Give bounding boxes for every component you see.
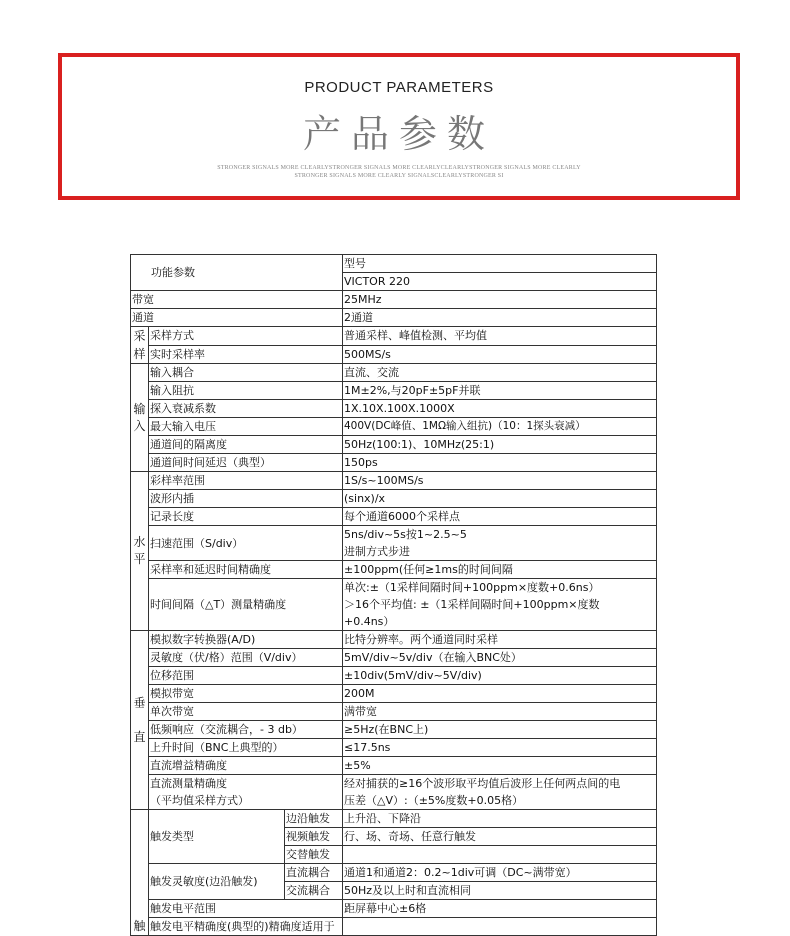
param-value-line: 单次:±（1采样间隔时间+100ppm×度数+0.6ns） (344, 581, 600, 594)
trigger-type-name: 视频触发 (285, 828, 343, 846)
table-row (131, 327, 657, 346)
param-value: (sinx)/x (343, 490, 657, 508)
table-row (131, 400, 657, 418)
param-value (343, 918, 657, 936)
param-value-line: ＞16个平均值: ±（1采样间隔时间+100ppm×度数 (344, 598, 600, 611)
table-row (131, 579, 657, 631)
table-row (131, 757, 657, 775)
table-row (131, 649, 657, 667)
param-label-line: 直流测量精确度 (150, 777, 227, 790)
coupling-name: 直流耦合 (285, 864, 343, 882)
param-value: 普通采样、峰值检测、平均值 (343, 327, 657, 346)
param-label: 最大输入电压 (149, 418, 343, 436)
param-label-line: （平均值采样方式） (150, 794, 249, 807)
param-label: 扫速范围（S/div） (149, 526, 343, 561)
param-value: ±5% (343, 757, 657, 775)
table-row (131, 472, 657, 490)
sampling-group-label: 采 样 (131, 327, 149, 364)
trigger-sensitivity-label: 触发灵敏度(边沿触发) (149, 864, 285, 900)
param-label: 直流增益精确度 (149, 757, 343, 775)
param-value-line: 压差（△V）:（±5%度数+0.05格） (344, 794, 524, 807)
param-value: 150ps (343, 454, 657, 472)
param-value: 直流、交流 (343, 364, 657, 382)
param-value: 上升沿、下降沿 (343, 810, 657, 828)
table-row (131, 382, 657, 400)
param-label: 输入阻抗 (149, 382, 343, 400)
table-row (131, 309, 657, 327)
coupling-name: 交流耦合 (285, 882, 343, 900)
param-value: 1X.10X.100X.1000X (343, 400, 657, 418)
table-row (131, 864, 657, 882)
param-label: 记录长度 (149, 508, 343, 526)
param-label: 探入衰减系数 (149, 400, 343, 418)
param-value-line: 进制方式步进 (344, 545, 410, 558)
model-value: VICTOR 220 (343, 273, 657, 291)
param-value (343, 526, 657, 561)
table-row (131, 255, 657, 273)
param-value: ≥5Hz(在BNC上) (343, 721, 657, 739)
trigger-type-name: 边沿触发 (285, 810, 343, 828)
param-label: 触发电平精确度(典型的)精确度适用于 (149, 918, 343, 936)
table-row (131, 739, 657, 757)
table-row (131, 775, 657, 810)
table-row (131, 561, 657, 579)
param-value: 400V(DC峰值、1MΩ输入组抗)（10：1探头衰减） (343, 418, 657, 436)
table-row (131, 508, 657, 526)
param-label: 灵敏度（伏/格）范围（V/div） (149, 649, 343, 667)
param-value: ±100ppm(任何≥1ms的时间间隔 (343, 561, 657, 579)
table-row (131, 685, 657, 703)
param-value-line: 经对捕获的≥16个波形取平均值后波形上任何两点间的电 (344, 777, 621, 790)
table-row (131, 900, 657, 918)
model-label: 型号 (343, 255, 657, 273)
vertical-group-label: 垂 直 (131, 631, 149, 810)
bandwidth-value: 25MHz (343, 291, 657, 309)
table-row (131, 526, 657, 561)
param-value: 距屏幕中心±6格 (343, 900, 657, 918)
table-row (131, 490, 657, 508)
param-label: 时间间隔（△T）测量精确度 (149, 579, 343, 631)
param-value: ≤17.5ns (343, 739, 657, 757)
banner-title-cn: 产品参数 (302, 112, 495, 156)
param-value: 50Hz及以上时和直流相同 (343, 882, 657, 900)
param-value (343, 579, 657, 631)
bandwidth-label: 带宽 (131, 291, 343, 309)
param-value: 200M (343, 685, 657, 703)
param-value (343, 846, 657, 864)
param-label: 通道间的隔离度 (149, 436, 343, 454)
param-value (343, 775, 657, 810)
table-row (131, 454, 657, 472)
param-value: 通道1和通道2：0.2~1div可调（DC~满带宽） (343, 864, 657, 882)
param-value-line: +0.4ns） (344, 615, 395, 628)
param-label: 彩样率范围 (149, 472, 343, 490)
table-row (131, 703, 657, 721)
table-row (131, 436, 657, 454)
table-row (131, 631, 657, 649)
param-label: 输入耦合 (149, 364, 343, 382)
param-label: 位移范围 (149, 667, 343, 685)
param-value: ±10div(5mV/div~5V/div) (343, 667, 657, 685)
param-label: 采样率和延迟时间精确度 (149, 561, 343, 579)
trigger-type-label: 触发类型 (149, 810, 285, 864)
table-row (131, 810, 657, 828)
param-value: 满带宽 (343, 703, 657, 721)
table-row (131, 364, 657, 382)
param-value: 比特分辨率。两个通道同时采样 (343, 631, 657, 649)
slogan-line-2: STRONGER SIGNALS MORE CLEARLY SIGNALSCLEARLYSTRONGER SI (294, 173, 504, 179)
banner-slogan (192, 164, 606, 180)
table-row (131, 345, 657, 364)
param-value: 50Hz(100:1)、10MHz(25:1) (343, 436, 657, 454)
param-value: 1M±2%,与20pF±5pF并联 (343, 382, 657, 400)
param-label: 通道间时间延迟（典型） (149, 454, 343, 472)
header-label: 功能参数 (131, 255, 343, 291)
banner-title-en: PRODUCT PARAMETERS (304, 79, 494, 96)
param-label: 单次带宽 (149, 703, 343, 721)
table-row (131, 291, 657, 309)
param-label: 低频响应（交流耦合，- 3 db） (149, 721, 343, 739)
param-label: 上升时间（BNC上典型的） (149, 739, 343, 757)
param-label: 模拟带宽 (149, 685, 343, 703)
table-row (131, 667, 657, 685)
channels-value: 2通道 (343, 309, 657, 327)
param-value: 行、场、奇场、任意行触发 (343, 828, 657, 846)
param-value-line: 5ns/div~5s按1~2.5~5 (344, 528, 467, 541)
table-row (131, 418, 657, 436)
slogan-line-1: STRONGER SIGNALS MORE CLEARLYSTRONGER SIGNALS MORE CLEARLYCLEARLYSTRONGER SIGNALS MORE CLEARLY (217, 165, 581, 171)
channels-label: 通道 (131, 309, 343, 327)
input-group-label: 输 入 (131, 364, 149, 472)
param-value: 500MS/s (343, 345, 657, 364)
parameters-table (130, 254, 657, 936)
trigger-group-label: 触 (131, 810, 149, 936)
param-value: 5mV/div~5v/div（在输入BNC处） (343, 649, 657, 667)
param-label: 波形内插 (149, 490, 343, 508)
param-label (149, 775, 343, 810)
param-value: 1S/s~100MS/s (343, 472, 657, 490)
product-parameters-banner (58, 53, 740, 200)
table-row (131, 721, 657, 739)
param-label: 模拟数字转换器(A/D) (149, 631, 343, 649)
horizontal-group-label: 水 平 (131, 472, 149, 631)
trigger-type-name: 交替触发 (285, 846, 343, 864)
param-label: 实时采样率 (149, 345, 343, 364)
param-label: 触发电平范围 (149, 900, 343, 918)
table-row (131, 918, 657, 936)
param-value: 每个通道6000个采样点 (343, 508, 657, 526)
param-label: 采样方式 (149, 327, 343, 346)
